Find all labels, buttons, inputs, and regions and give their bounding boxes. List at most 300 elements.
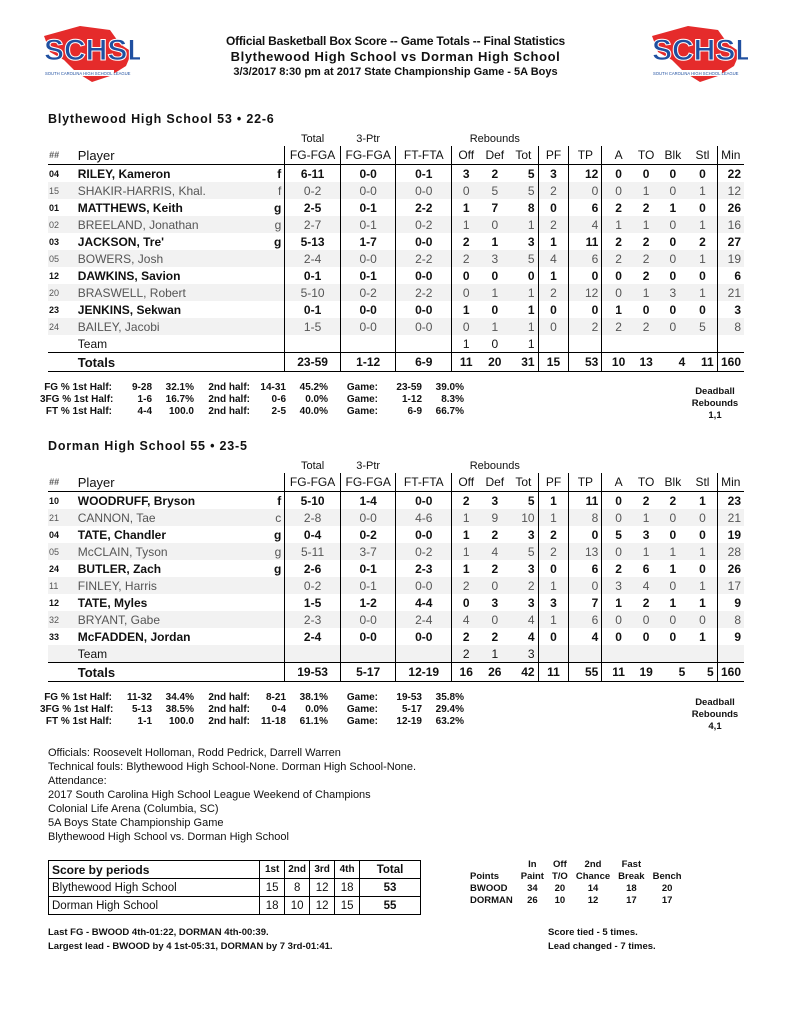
period-score: 18: [335, 879, 360, 897]
stat-def: 9: [480, 509, 509, 526]
stat-fg3: 1-4: [340, 492, 396, 510]
blank: [602, 458, 635, 473]
stat-blk: 0: [657, 611, 688, 628]
pct-gp: 63.2%: [435, 716, 464, 727]
stat-ft: 0-0: [396, 628, 452, 645]
col-head: 2nd: [584, 858, 602, 870]
player-name: BOWERS, Josh: [75, 250, 244, 267]
stat-tp: 13: [569, 543, 602, 560]
player-number: 02: [48, 216, 75, 233]
stat-stl: 0: [688, 611, 717, 628]
deadball-label: Deadball: [695, 697, 735, 708]
player-position: [244, 301, 285, 318]
col-tp-header: TP: [569, 146, 602, 165]
points-breakdown: [466, 858, 686, 906]
col-num-header: ##: [49, 150, 60, 160]
blank: [657, 645, 688, 663]
bench-row-dorman: [466, 894, 686, 906]
player-row: [48, 216, 744, 233]
stat-stl: 0: [699, 302, 706, 317]
report-header: [150, 34, 641, 78]
stat-off: 0: [452, 594, 481, 611]
stat-to: 2: [635, 250, 658, 267]
period-1-label: 1st: [260, 861, 285, 879]
score-tied: Score tied - 5 times.: [548, 927, 638, 938]
player-position: f: [277, 166, 282, 181]
stat-stl: 0: [699, 268, 706, 283]
total-blk: 4: [678, 355, 686, 369]
stat-fg3: 0-1: [340, 577, 396, 594]
stat-to: 1: [635, 509, 658, 526]
stat-fg3: 3-7: [340, 543, 396, 560]
total-stl: 11: [700, 355, 714, 369]
bench-header-1: [466, 858, 686, 870]
stat-min: 28: [717, 543, 744, 560]
stat-tp: 12: [569, 284, 602, 301]
game-notes: [48, 746, 416, 844]
stat-blk: 0: [657, 250, 688, 267]
pct-h1: 5-13: [131, 704, 152, 715]
stat-ft: 2-3: [396, 560, 452, 577]
stat-a: 0: [602, 509, 635, 526]
stat-off: 1: [452, 560, 481, 577]
stat-pf: 4: [538, 250, 569, 267]
stat-pf: 0: [538, 560, 569, 577]
total-tp: 53: [569, 353, 602, 372]
stat-fg: 2-4: [285, 628, 341, 645]
bench-team: DORMAN: [470, 894, 513, 906]
pct-gp: 8.3%: [441, 394, 464, 405]
stat-to: 0: [642, 166, 650, 181]
player-row: [48, 199, 744, 216]
logo-text: SCHSL: [44, 34, 140, 67]
stat-off: 1: [452, 301, 481, 318]
total-off: 16: [452, 663, 481, 682]
stat-a: 0: [602, 284, 635, 301]
stat-def: 1: [491, 234, 499, 249]
bench-value: 14: [587, 882, 599, 894]
pct-glabel: Game:: [346, 406, 378, 417]
periods-row-blythewood: [49, 879, 421, 897]
stat-stl: 1: [688, 577, 717, 594]
pct-g: 1-12: [401, 394, 422, 405]
player-position: c: [244, 509, 285, 526]
stat-blk: 3: [657, 284, 688, 301]
stat-to: 2: [642, 595, 650, 610]
period-total: 55: [360, 897, 421, 915]
total-to: 19: [639, 665, 653, 679]
period-3-label: 3rd: [310, 861, 335, 879]
stat-pf: 0: [538, 628, 569, 645]
period-score: 8: [285, 879, 310, 897]
logo-subtext: SOUTH CAROLINA HIGH SCHOOL LEAGUE: [45, 71, 131, 76]
blank: [396, 645, 452, 663]
period-score: 12: [310, 879, 335, 897]
stat-min: 21: [717, 284, 744, 301]
shooting-pct-line: [40, 716, 464, 728]
pct-h2: 0-6: [271, 394, 286, 405]
pct-h2p: 0.0%: [305, 704, 328, 715]
stat-tot: 3: [527, 561, 535, 576]
stat-to: 0: [642, 629, 650, 644]
stat-a: 0: [602, 267, 635, 284]
col-head: Off: [553, 858, 567, 870]
period-score: 15: [260, 879, 285, 897]
col-off-header: Off: [452, 473, 481, 492]
stat-min: 21: [717, 509, 744, 526]
stat-a: 3: [602, 577, 635, 594]
stat-fg3: 0-2: [340, 284, 396, 301]
stat-tp: 2: [569, 318, 602, 335]
stat-stl: 1: [699, 629, 706, 644]
player-row: [48, 165, 744, 183]
stat-blk: 0: [669, 166, 677, 181]
stat-to: 2: [635, 318, 658, 335]
pct-h2p: 61.1%: [299, 716, 328, 727]
stat-min: 17: [717, 577, 744, 594]
shooting-pct-line: [40, 406, 464, 418]
stat-fg3: 1-7: [340, 233, 396, 250]
group-header-row: [48, 131, 744, 146]
total-fg: 19-53: [285, 663, 341, 682]
player-name: JENKINS, Sekwan: [77, 302, 182, 317]
stat-blk: 2: [669, 493, 677, 508]
shooting-pct-line: [40, 382, 464, 394]
stat-tp: 12: [569, 165, 602, 183]
team-title-home: Blythewood High School 53 • 22-6: [48, 112, 275, 126]
player-position: [244, 594, 285, 611]
pct-g: 6-9: [407, 406, 422, 417]
stat-ft: 0-0: [396, 267, 452, 284]
stat-ft: 0-0: [396, 318, 452, 335]
player-name: RILEY, Kameron: [77, 166, 171, 181]
stat-blk: 1: [669, 200, 677, 215]
pct-h1: 9-28: [131, 382, 152, 393]
player-name: TATE, Chandler: [77, 527, 166, 542]
group-total-label: Total: [300, 132, 325, 145]
stat-blk: 1: [669, 561, 677, 576]
total-tot: 31: [521, 355, 535, 369]
stat-to: 1: [635, 182, 658, 199]
col-player-header: Player: [77, 147, 115, 163]
stat-tot: 8: [527, 200, 535, 215]
stat-fg: 2-8: [285, 509, 341, 526]
blank: [635, 335, 658, 353]
stat-tot: 5: [509, 182, 538, 199]
period-total: 53: [360, 879, 421, 897]
stat-fg: 2-7: [285, 216, 341, 233]
period-4-label: 4th: [335, 861, 360, 879]
bench-value: 17: [661, 894, 673, 906]
col-head: Break: [618, 870, 645, 882]
pct-h1p: 100.0: [168, 406, 194, 417]
stat-ft: 4-6: [396, 509, 452, 526]
blank: [75, 131, 244, 146]
blank: [340, 645, 396, 663]
stat-off: 0: [452, 284, 481, 301]
stat-tot: 4: [527, 629, 535, 644]
pct-h2label: 2nd half:: [208, 692, 250, 703]
col-fg3-header: FG-FGA: [340, 146, 396, 165]
blank: [538, 335, 569, 353]
stat-pf: 2: [538, 543, 569, 560]
pct-h2: 8-21: [265, 692, 286, 703]
col-player-header: Player: [77, 474, 115, 490]
stat-pf: 0: [538, 301, 569, 318]
team-tot: 3: [509, 645, 538, 663]
stat-ft: 0-0: [396, 182, 452, 199]
pct-h1p: 16.7%: [165, 394, 194, 405]
player-row: [48, 267, 744, 284]
period-score: 15: [335, 897, 360, 915]
stat-tot: 3: [527, 527, 535, 542]
blank: [244, 663, 285, 682]
stat-to: 3: [642, 527, 650, 542]
pct-glabel: Game:: [346, 716, 378, 727]
deadball-rebounds-dorman: [680, 697, 750, 733]
pct-g: 19-53: [396, 692, 422, 703]
box-score-table-blythewood: [48, 131, 744, 372]
stat-off: 1: [452, 199, 481, 216]
stat-a: 0: [602, 543, 635, 560]
stat-tot: 2: [509, 577, 538, 594]
col-blk-header: Blk: [664, 475, 682, 489]
player-position: g: [273, 200, 282, 215]
stat-stl: 1: [688, 216, 717, 233]
pct-label: 3FG % 1st Half:: [40, 704, 114, 715]
stat-def: 3: [480, 250, 509, 267]
stat-pf: 1: [538, 233, 569, 250]
stat-min: 9: [717, 594, 744, 611]
stat-fg3: 0-0: [340, 250, 396, 267]
player-position: g: [244, 543, 285, 560]
player-row: [48, 250, 744, 267]
total-tot: 42: [521, 665, 535, 679]
blank: [717, 645, 744, 663]
pct-h2: 14-31: [260, 382, 286, 393]
matchup-line: Blythewood High School vs. Dorman High School: [48, 831, 289, 843]
stat-fg3: 0-0: [340, 301, 396, 318]
blank: [285, 645, 341, 663]
col-a-header: A: [602, 473, 635, 492]
stat-to: 1: [635, 284, 658, 301]
stat-def: 4: [480, 543, 509, 560]
stat-off: 2: [452, 250, 481, 267]
stat-pf: 2: [538, 216, 569, 233]
stat-stl: 1: [688, 182, 717, 199]
player-name: SHAKIR-HARRIS, Khal.: [75, 182, 244, 199]
stat-min: 19: [717, 526, 744, 543]
stat-min: 22: [717, 165, 744, 183]
pct-label: FT % 1st Half:: [45, 406, 112, 417]
blank: [569, 335, 602, 353]
bench-value: 12: [587, 894, 599, 906]
stat-fg: 2-3: [285, 611, 341, 628]
stat-fg3: 0-0: [340, 165, 396, 183]
stat-min: 26: [717, 199, 744, 216]
stat-pf: 0: [538, 318, 569, 335]
col-min-header: Min: [717, 146, 744, 165]
player-position: g: [273, 561, 282, 576]
schsl-logo-right: [648, 22, 748, 78]
period-2-label: 2nd: [285, 861, 310, 879]
stat-blk: 0: [657, 182, 688, 199]
total-min: 160: [717, 353, 744, 372]
stat-a: 2: [602, 560, 635, 577]
stat-fg3: 0-1: [340, 267, 396, 284]
pct-gp: 66.7%: [435, 406, 464, 417]
stat-to: 2: [642, 493, 650, 508]
bench-value: 34: [527, 882, 538, 894]
player-row: [48, 526, 744, 543]
stat-off: 1: [452, 509, 481, 526]
pct-h2p: 40.0%: [299, 406, 328, 417]
col-to-header: TO: [637, 148, 655, 162]
stat-def: 2: [491, 166, 499, 181]
stat-blk: 0: [657, 509, 688, 526]
stat-fg3: 0-0: [340, 509, 396, 526]
stat-blk: 1: [669, 595, 677, 610]
stat-tot: 3: [527, 234, 535, 249]
stat-def: 0: [480, 216, 509, 233]
group-header-row: [48, 458, 744, 473]
stat-tot: 5: [527, 493, 535, 508]
stat-to: 1: [635, 216, 658, 233]
stat-ft: 2-2: [396, 250, 452, 267]
pct-h1p: 32.1%: [165, 382, 194, 393]
pct-h2label: 2nd half:: [208, 406, 250, 417]
lead-changed: Lead changed - 7 times.: [548, 941, 656, 952]
stat-fg3: 0-0: [340, 318, 396, 335]
col-head: Paint: [520, 870, 544, 882]
stat-tot: 4: [509, 611, 538, 628]
total-a: 11: [602, 663, 635, 682]
pct-glabel: Game:: [346, 704, 378, 715]
stat-pf: 1: [538, 492, 569, 510]
team-tot: 1: [527, 336, 535, 351]
player-name: BREELAND, Jonathan: [75, 216, 244, 233]
col-fg3-header: FG-FGA: [340, 473, 396, 492]
stat-stl: 0: [699, 166, 706, 181]
pct-h1p: 38.5%: [165, 704, 194, 715]
blank: [75, 458, 244, 473]
box-score-table-dorman: [48, 458, 744, 682]
player-number: 32: [48, 611, 75, 628]
stat-min: 9: [717, 628, 744, 645]
stat-tp: 6: [569, 250, 602, 267]
col-fg-header: FG-FGA: [285, 473, 341, 492]
schsl-logo-left: [40, 22, 140, 78]
player-position: [244, 267, 285, 284]
stat-fg: 1-5: [285, 318, 341, 335]
column-header-row: [48, 146, 744, 165]
rebounds-label: Rebounds: [691, 709, 739, 720]
totals-label: Totals: [77, 664, 116, 680]
stat-def: 1: [480, 318, 509, 335]
player-number: 24: [49, 563, 60, 574]
blank: [48, 458, 75, 473]
shooting-pct-line: [40, 394, 464, 406]
stat-pf: 3: [538, 594, 569, 611]
player-number: 04: [49, 529, 60, 540]
rebounds-label: Rebounds: [691, 398, 739, 409]
col-to-header: TO: [637, 475, 655, 489]
player-row: [48, 594, 744, 611]
deadball-label: Deadball: [695, 386, 735, 397]
stat-fg3: 0-0: [340, 628, 396, 645]
blank: [635, 458, 658, 473]
stat-tp: 0: [569, 267, 602, 284]
stat-blk: 1: [657, 543, 688, 560]
stat-ft: 0-0: [396, 233, 452, 250]
stat-a: 1: [602, 594, 635, 611]
team-row-label: Team: [77, 336, 108, 351]
stat-def: 3: [491, 493, 499, 508]
stat-tp: 6: [569, 611, 602, 628]
periods-header: [49, 861, 421, 879]
matchup-title: Blythewood High School vs Dorman High School: [230, 49, 561, 64]
pct-h2label: 2nd half:: [208, 394, 250, 405]
pct-label: FG % 1st Half:: [44, 382, 112, 393]
player-name: MATTHEWS, Keith: [77, 200, 183, 215]
col-off-header: Off: [452, 146, 481, 165]
pct-h1: 11-32: [126, 692, 152, 703]
blank: [569, 645, 602, 663]
total-fg3: 5-17: [340, 663, 396, 682]
stat-off: 2: [452, 628, 481, 645]
periods-row-dorman: [49, 897, 421, 915]
stat-off: 0: [452, 182, 481, 199]
stat-fg: 0-2: [285, 577, 341, 594]
stat-def: 2: [491, 561, 499, 576]
stat-tp: 6: [569, 560, 602, 577]
team-off: 1: [452, 335, 481, 353]
player-position: g: [273, 234, 282, 249]
stat-pf: 1: [538, 611, 569, 628]
col-blk-header: Blk: [664, 148, 682, 162]
stat-stl: 1: [699, 493, 706, 508]
stat-ft: 2-2: [396, 199, 452, 216]
totals-row: [48, 353, 744, 372]
blank: [657, 131, 688, 146]
pct-h1p: 34.4%: [165, 692, 194, 703]
stat-fg: 5-13: [285, 233, 341, 250]
stat-def: 3: [491, 595, 499, 610]
col-stl-header: Stl: [695, 475, 710, 489]
pct-h2: 2-5: [271, 406, 286, 417]
pct-h1: 1-6: [137, 394, 152, 405]
stat-min: 27: [717, 233, 744, 250]
stat-fg: 0-1: [285, 301, 341, 318]
stat-tp: 4: [569, 628, 602, 645]
player-position: [244, 318, 285, 335]
stat-fg: 0-2: [285, 182, 341, 199]
stat-fg: 5-10: [285, 284, 341, 301]
period-score: 10: [285, 897, 310, 915]
blank: [396, 335, 452, 353]
bench-value: 26: [527, 894, 538, 906]
stat-tp: 0: [569, 526, 602, 543]
player-position: [244, 628, 285, 645]
stat-to: 1: [635, 543, 658, 560]
player-position: g: [273, 527, 282, 542]
stat-tot: 5: [509, 543, 538, 560]
blank: [244, 353, 285, 372]
col-ft-header: FT-FTA: [396, 146, 452, 165]
player-position: [244, 284, 285, 301]
stat-tp: 0: [569, 577, 602, 594]
stat-fg3: 0-0: [340, 611, 396, 628]
